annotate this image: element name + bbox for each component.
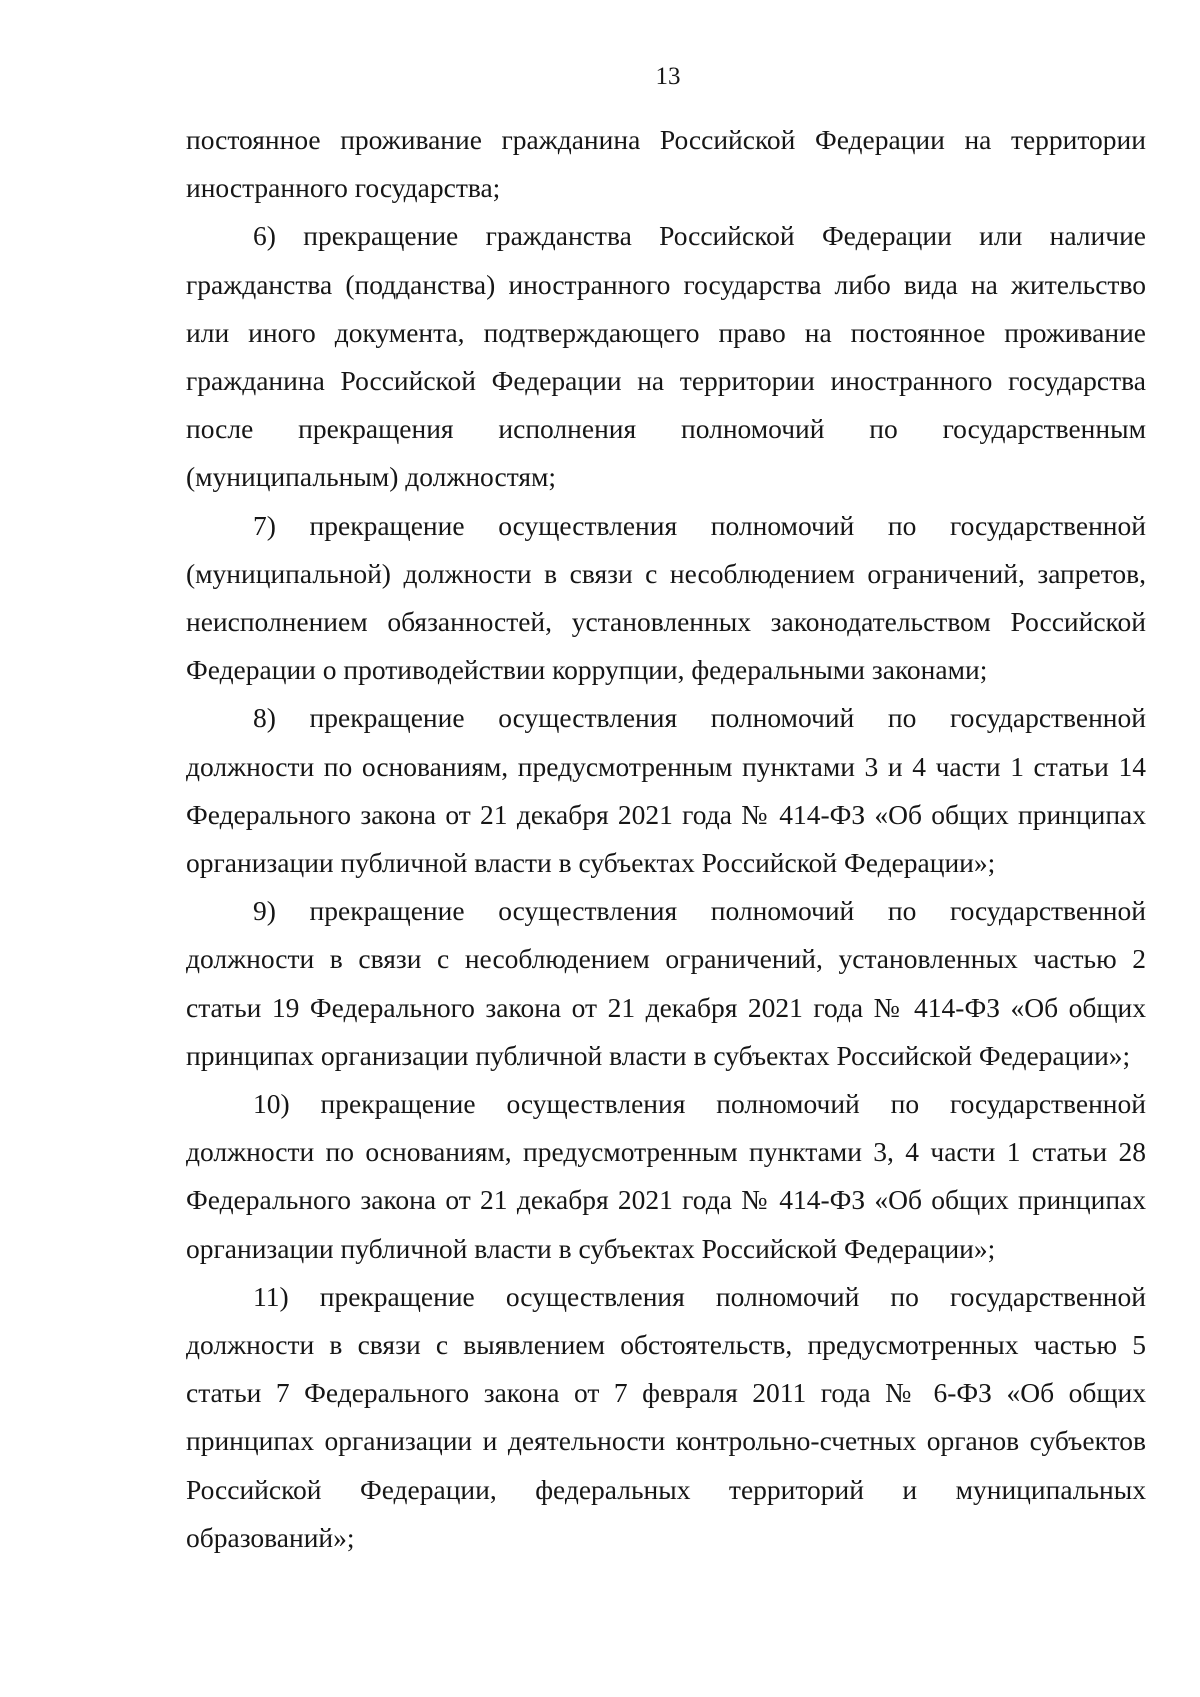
paragraph-item-10: 10) прекращение осуществления полномочий по государственной должности по основаниям, предусмотренным пунктами 3, 4 части 1 статьи 28 Федерального закона от 21 декабря 2021 года № 414-ФЗ «Об общих принципах организации публичной власти в субъектах Российской Федерации»;: [186, 1088, 1146, 1264]
paragraph-item-9: 9) прекращение осуществления полномочий по государственной должности в связи с несоблюдением ограничений, установленных частью 2 статьи 19 Федерального закона от 21 декабря 2021 года № 414-ФЗ «Об общих принципах организации публичной власти в субъектах Российской Федерации»;: [186, 895, 1146, 1071]
paragraph-item-11: 11) прекращение осуществления полномочий по государственной должности в связи с выявлением обстоятельств, предусмотренных частью 5 статьи 7 Федерального закона от 7 февраля 2011 года № 6-ФЗ «Об общих принципах организации и деятельности контрольно-счетных органов субъектов Российской Федерации, федеральных территорий и муниципальных образований»;: [186, 1280, 1146, 1553]
paragraph-item-7: 7) прекращение осуществления полномочий по государственной (муниципальной) должности в связи с несоблюдением ограничений, запретов, неисполнением обязанностей, установленных законодательством Российской Федерации о противодействии коррупции, федеральными законами;: [186, 509, 1146, 686]
page-number: 13: [655, 63, 681, 90]
document-body: [186, 116, 1146, 1562]
paragraph-item-6: 6) прекращение гражданства Российской Федерации или наличие гражданства (подданства) иностранного государства либо вида на жительство или иного документа, подтверждающего право на постоянное проживание гражданина Российской Федерации на территории иностранного государства после прекращения исполнения полномочий по государственным (муниципальным) должностям;: [186, 220, 1146, 493]
paragraph-item-8: 8) прекращение осуществления полномочий по государственной должности по основаниям, предусмотренным пунктами 3 и 4 части 1 статьи 14 Федерального закона от 21 декабря 2021 года № 414-ФЗ «Об общих принципах организации публичной власти в субъектах Российской Федерации»;: [186, 702, 1146, 879]
paragraph-continuation: постоянное проживание гражданина Российской Федерации на территории иностранного государства;: [186, 124, 1146, 204]
